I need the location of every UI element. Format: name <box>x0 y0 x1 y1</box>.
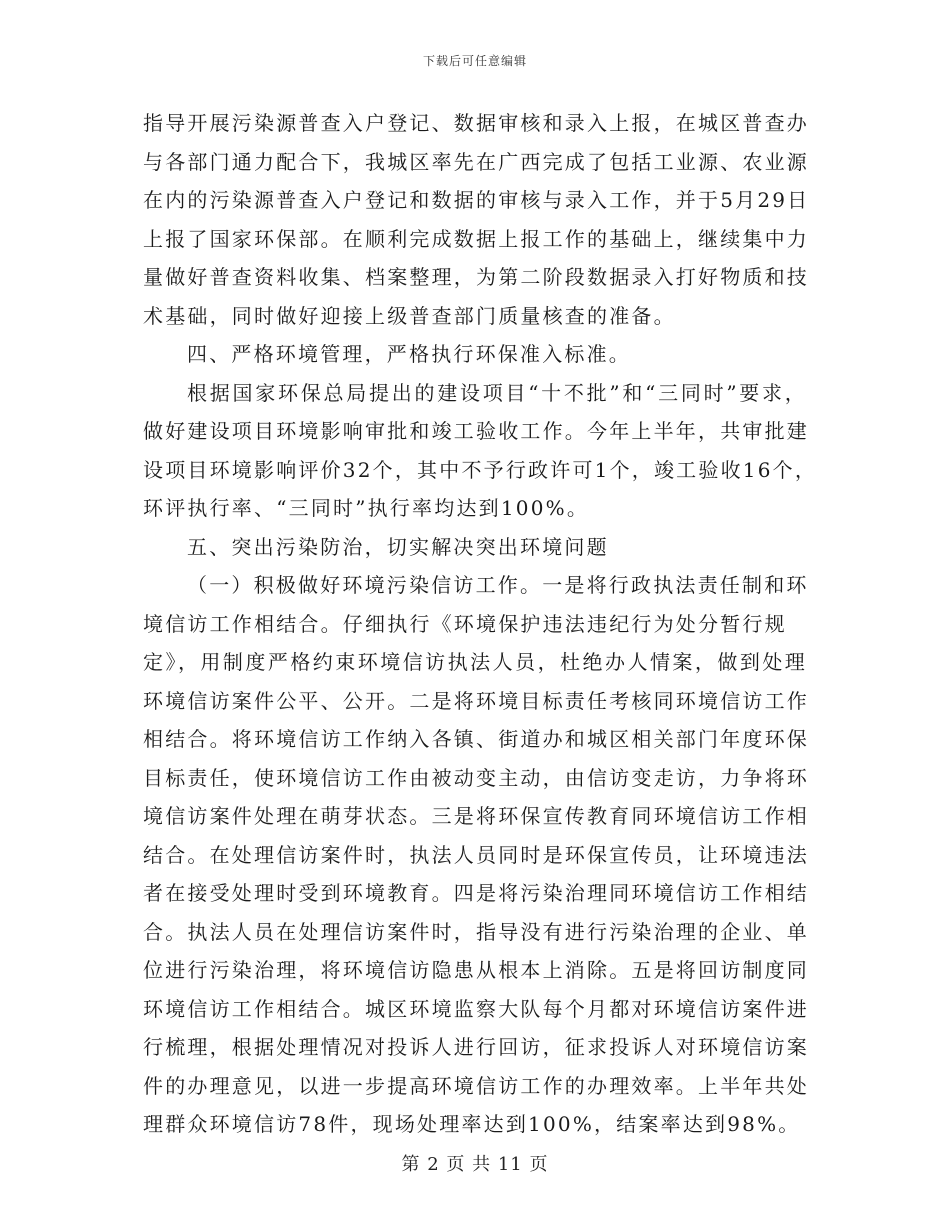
text-line: 根据国家环保总局提出的建设项目“十不批”和“三同时”要求， <box>187 380 807 405</box>
text-line: 定》，用制度严格约束环境信访执法人员，杜绝办人情案，做到处理 <box>143 650 807 674</box>
text-line: 在内的污染源普查入户登记和数据的审核与录入工作，并于5月29日 <box>143 188 810 212</box>
text-line: 理群众环境信访78件，现场处理率达到100%，结案率达到98%。 <box>143 1112 801 1136</box>
text-line: 者在接受处理时受到环境教育。四是将污染治理同环境信访工作相结 <box>143 881 809 905</box>
text-line: 结合。在处理信访案件时，执法人员同时是环保宣传员，让环境违法 <box>143 842 809 867</box>
text-line: 境信访工作相结合。仔细执行《环境保护违法违纪行为处分暂行规 <box>143 611 787 636</box>
text-line: 环境信访工作相结合。城区环境监察大队每个月都对环境信访案件进 <box>143 996 809 1021</box>
text-line: 量做好普查资料收集、档案整理，为第二阶段数据录入打好物质和技 <box>143 265 809 289</box>
page-footer: 第 2 页 共 11 页 <box>401 1154 549 1175</box>
text-line: （一）积极做好环境污染信访工作。一是将行政执法责任制和环 <box>187 573 809 597</box>
text-line: 与各部门通力配合下，我城区率先在广西完成了包括工业源、农业源 <box>143 149 809 174</box>
text-line: 目标责任，使环境信访工作由被动变主动，由信访变走访，力争将环 <box>143 765 809 790</box>
text-line: 上报了国家环保部。在顺利完成数据上报工作的基础上，继续集中力 <box>143 226 809 251</box>
text-line: 相结合。将环境信访工作纳入各镇、街道办和城区相关部门年度环保 <box>143 727 809 751</box>
text-line: 合。执法人员在处理信访案件时，指导没有进行污染治理的企业、单 <box>143 919 809 944</box>
text-line: 四、严格环境管理，严格执行环保准入标准。 <box>187 342 631 366</box>
document-body <box>143 104 818 1144</box>
text-line: 位进行污染治理，将环境信访隐患从根本上消除。五是将回访制度同 <box>143 958 809 982</box>
text-line: 术基础，同时做好迎接上级普查部门质量核查的准备。 <box>143 303 676 328</box>
text-line: 行梳理，根据处理情况对投诉人进行回访，征求投诉人对环境信访案 <box>143 1035 809 1059</box>
text-line: 指导开展污染源普查入户登记、数据审核和录入上报，在城区普查办 <box>143 111 809 135</box>
text-line: 件的办理意见，以进一步提高环境信访工作的办理效率。上半年共处 <box>143 1073 809 1098</box>
text-line: 五、突出污染防治，切实解决突出环境问题 <box>187 534 609 559</box>
text-line: 环评执行率、“三同时”执行率均达到100%。 <box>143 496 590 520</box>
text-line: 设项目环境影响评价32个，其中不予行政许可1个，竣工验收16个， <box>143 457 818 482</box>
text-line: 环境信访案件公平、公开。二是将环境目标责任考核同环境信访工作 <box>143 688 809 713</box>
text-line: 境信访案件处理在萌芽状态。三是将环保宣传教育同环境信访工作相 <box>143 804 809 828</box>
text-line: 做好建设项目环境影响审批和竣工验收工作。今年上半年，共审批建 <box>143 419 809 443</box>
page-header: 下载后可任意编辑 <box>422 54 527 68</box>
